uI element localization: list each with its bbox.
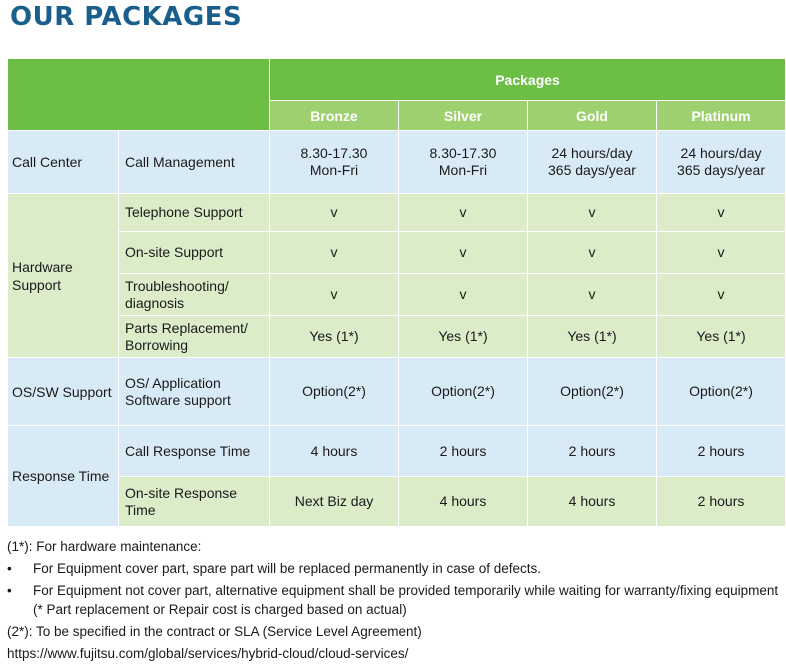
cell-telephone-support-silver: v <box>399 194 528 232</box>
cell-call-management-silver: 8.30-17.30 Mon-Fri <box>399 131 528 194</box>
category-call-center: Call Center <box>8 131 119 194</box>
cell-call-response-gold: 2 hours <box>528 426 657 477</box>
category-response-time: Response Time <box>8 426 119 527</box>
bullet-glyph: • <box>7 561 12 576</box>
tier-header-platinum: Platinum <box>657 101 786 131</box>
footnotes <box>7 537 783 663</box>
category-hardware-support: Hardware Support <box>8 194 119 358</box>
cell-troubleshooting-silver: v <box>399 274 528 316</box>
cell-call-response-silver: 2 hours <box>399 426 528 477</box>
cell-troubleshooting-platinum: v <box>657 274 786 316</box>
feature-call-response-time: Call Response Time <box>119 426 270 477</box>
cell-onsite-support-silver: v <box>399 232 528 274</box>
cell-onsite-support-gold: v <box>528 232 657 274</box>
cell-os-sw-bronze: Option(2*) <box>270 358 399 426</box>
cell-onsite-support-bronze: v <box>270 232 399 274</box>
footnote-bullet-1 <box>7 559 783 578</box>
category-os-sw-support: OS/SW Support <box>8 358 119 426</box>
cell-onsite-response-bronze: Next Biz day <box>270 477 399 527</box>
cell-telephone-support-gold: v <box>528 194 657 232</box>
cell-os-sw-platinum: Option(2*) <box>657 358 786 426</box>
cell-telephone-support-bronze: v <box>270 194 399 232</box>
feature-parts-replacement: Parts Replacement/ Borrowing <box>119 316 270 358</box>
footnote-1: (1*): For hardware maintenance: <box>7 539 202 554</box>
packages-table <box>7 58 786 527</box>
footnote-bullet-1-text: For Equipment cover part, spare part will be replaced permanently in case of defects. <box>33 561 542 576</box>
cell-call-management-platinum: 24 hours/day 365 days/year <box>657 131 786 194</box>
cell-troubleshooting-bronze: v <box>270 274 399 316</box>
page-title: OUR PACKAGES <box>10 2 243 32</box>
header-corner <box>8 59 270 131</box>
cell-call-management-gold: 24 hours/day 365 days/year <box>528 131 657 194</box>
tier-header-bronze: Bronze <box>270 101 399 131</box>
cell-os-sw-gold: Option(2*) <box>528 358 657 426</box>
cell-onsite-response-gold: 4 hours <box>528 477 657 527</box>
cell-call-response-platinum: 2 hours <box>657 426 786 477</box>
cell-parts-replacement-gold: Yes (1*) <box>528 316 657 358</box>
feature-call-management: Call Management <box>119 131 270 194</box>
packages-header: Packages <box>270 59 786 101</box>
tier-header-silver: Silver <box>399 101 528 131</box>
footnote-bullet-2-text: For Equipment not cover part, alternative equipment shall be provided temporarily while waiting for warranty/fixing equipment (* Part replacement or Repair cost is charged based on actual) <box>33 583 779 617</box>
footnote-2: (2*): To be specified in the contract or SLA (Service Level Agreement) <box>7 624 422 639</box>
feature-onsite-support: On-site Support <box>119 232 270 274</box>
feature-os-application-software: OS/ Application Software support <box>119 358 270 426</box>
footnote-bullet-2 <box>7 581 783 619</box>
feature-telephone-support: Telephone Support <box>119 194 270 232</box>
cell-telephone-support-platinum: v <box>657 194 786 232</box>
bullet-glyph: • <box>7 583 12 598</box>
source-url: https://www.fujitsu.com/global/services/hybrid-cloud/cloud-services/ <box>7 646 409 661</box>
cell-onsite-response-silver: 4 hours <box>399 477 528 527</box>
cell-os-sw-silver: Option(2*) <box>399 358 528 426</box>
feature-onsite-response-time: On-site Response Time <box>119 477 270 527</box>
cell-troubleshooting-gold: v <box>528 274 657 316</box>
tier-header-gold: Gold <box>528 101 657 131</box>
cell-call-management-bronze: 8.30-17.30 Mon-Fri <box>270 131 399 194</box>
cell-onsite-response-platinum: 2 hours <box>657 477 786 527</box>
cell-onsite-support-platinum: v <box>657 232 786 274</box>
cell-parts-replacement-bronze: Yes (1*) <box>270 316 399 358</box>
feature-troubleshooting: Troubleshooting/ diagnosis <box>119 274 270 316</box>
cell-parts-replacement-silver: Yes (1*) <box>399 316 528 358</box>
cell-parts-replacement-platinum: Yes (1*) <box>657 316 786 358</box>
cell-call-response-bronze: 4 hours <box>270 426 399 477</box>
